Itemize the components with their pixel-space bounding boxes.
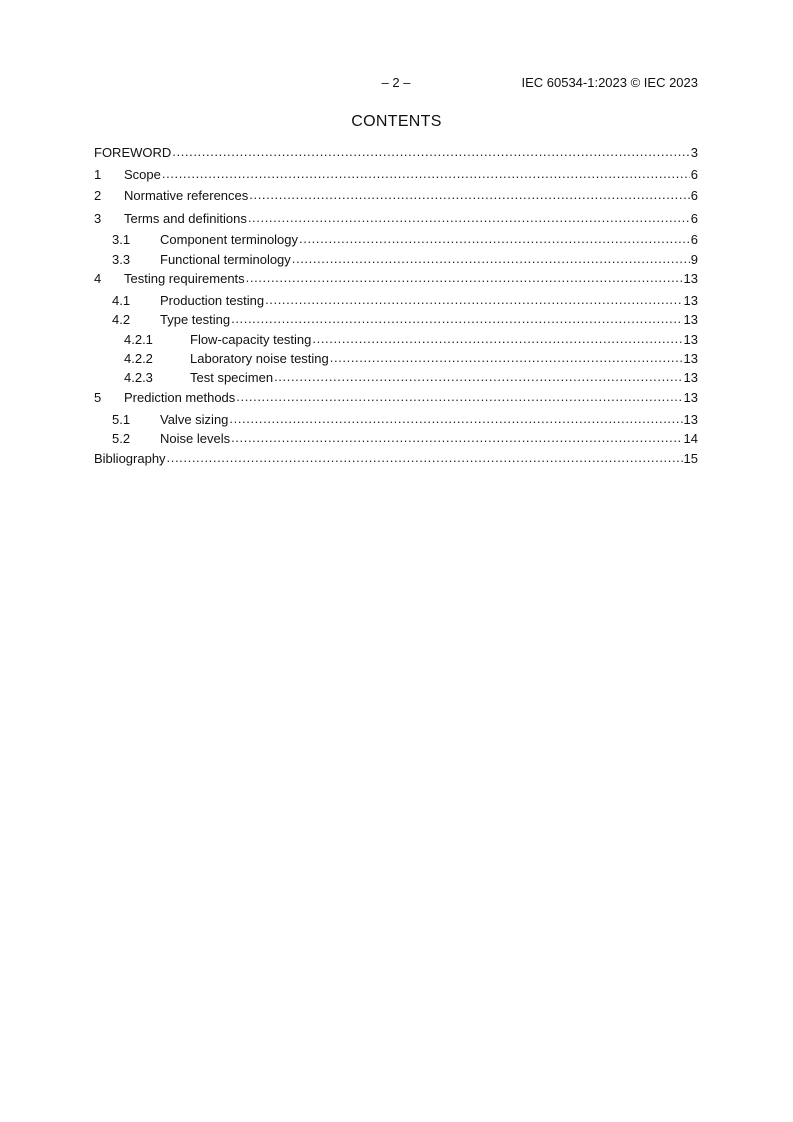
toc-entry-label: Noise levels [160, 431, 231, 446]
toc-entry-label: Test specimen [190, 370, 274, 385]
toc-entry-normative-references[interactable] [94, 187, 698, 205]
dot-leader [330, 349, 683, 367]
toc-entry-page: 13 [683, 351, 698, 366]
toc-entry-page: 15 [683, 451, 698, 466]
toc-entry-noise-levels[interactable] [94, 430, 698, 448]
dot-leader [249, 186, 689, 204]
toc-entry-number: 4.2.1 [124, 332, 153, 347]
toc-entry-number: 4.2 [112, 312, 131, 327]
toc-entry-foreword[interactable] [94, 144, 698, 162]
toc-entry-page: 6 [690, 188, 698, 203]
toc-entry-number: 2 [94, 188, 102, 203]
toc-entry-page: 13 [683, 412, 698, 427]
toc-entry-number: 3.3 [112, 252, 131, 267]
toc-entry-valve-sizing[interactable] [94, 411, 698, 429]
dot-leader [162, 165, 690, 183]
toc-entry-page: 13 [683, 370, 698, 385]
toc-entry-number: 4.1 [112, 293, 131, 308]
toc-entry-number: 4.2.3 [124, 370, 153, 385]
dot-leader [229, 410, 682, 428]
dot-leader [167, 449, 683, 467]
toc-entry-label: Laboratory noise testing [190, 351, 329, 366]
toc-entry-label: Flow-capacity testing [190, 332, 312, 347]
toc-entry-label: Component terminology [160, 232, 299, 247]
dot-leader [236, 388, 682, 406]
toc-entry-label: FOREWORD [94, 145, 172, 160]
toc-entry-test-specimen[interactable] [94, 369, 698, 387]
toc-entry-number: 5.1 [112, 412, 131, 427]
toc-entry-label: Functional terminology [160, 252, 291, 267]
toc-entry-flow-capacity-testing[interactable] [94, 331, 698, 349]
toc-entry-functional-terminology[interactable] [94, 251, 698, 269]
toc-entry-page: 3 [690, 145, 698, 160]
dot-leader [248, 209, 690, 227]
toc-entry-component-terminology[interactable] [94, 231, 698, 249]
toc-entry-label: Normative references [124, 188, 249, 203]
dot-leader [231, 429, 682, 447]
toc-entry-type-testing[interactable] [94, 311, 698, 329]
toc-entry-bibliography[interactable] [94, 450, 698, 468]
document-reference: IEC 60534-1:2023 © IEC 2023 [521, 75, 698, 90]
toc-entry-prediction-methods[interactable] [94, 389, 698, 407]
dot-leader [246, 269, 683, 287]
toc-entry-laboratory-noise-testing[interactable] [94, 350, 698, 368]
toc-entry-number: 3 [94, 211, 102, 226]
page-number: – 2 – [381, 75, 411, 90]
toc-entry-page: 6 [690, 232, 698, 247]
toc-entry-page: 6 [690, 167, 698, 182]
toc-entry-label: Terms and definitions [124, 211, 247, 226]
dot-leader [172, 143, 689, 161]
toc-entry-page: 13 [683, 312, 698, 327]
toc-entry-page: 6 [690, 211, 698, 226]
toc-entry-number: 3.1 [112, 232, 131, 247]
toc-entry-testing-requirements[interactable] [94, 270, 698, 288]
toc-entry-number: 1 [94, 167, 102, 182]
dot-leader [274, 368, 682, 386]
toc-title: CONTENTS [351, 113, 442, 130]
toc-entry-page: 13 [683, 293, 698, 308]
toc-entry-number: 5 [94, 390, 102, 405]
dot-leader [299, 230, 690, 248]
dot-leader [292, 250, 690, 268]
toc-entry-label: Type testing [160, 312, 231, 327]
toc-entry-number: 4.2.2 [124, 351, 153, 366]
toc-entry-page: 13 [683, 271, 698, 286]
toc-entry-page: 13 [683, 390, 698, 405]
toc-entry-label: Prediction methods [124, 390, 236, 405]
toc-entry-label: Valve sizing [160, 412, 229, 427]
toc-entry-terms-and-definitions[interactable] [94, 210, 698, 228]
toc-entry-page: 14 [683, 431, 698, 446]
dot-leader [312, 330, 682, 348]
toc-entry-scope[interactable] [94, 166, 698, 184]
dot-leader [265, 291, 682, 309]
toc-entry-number: 4 [94, 271, 102, 286]
dot-leader [231, 310, 682, 328]
toc-entry-label: Production testing [160, 293, 265, 308]
toc-entry-page: 13 [683, 332, 698, 347]
toc-entry-number: 5.2 [112, 431, 131, 446]
toc-entry-page: 9 [690, 252, 698, 267]
toc-entry-production-testing[interactable] [94, 292, 698, 310]
toc-entry-label: Testing requirements [124, 271, 245, 286]
toc-entry-label: Scope [124, 167, 161, 182]
toc-entry-label: Bibliography [94, 451, 166, 466]
